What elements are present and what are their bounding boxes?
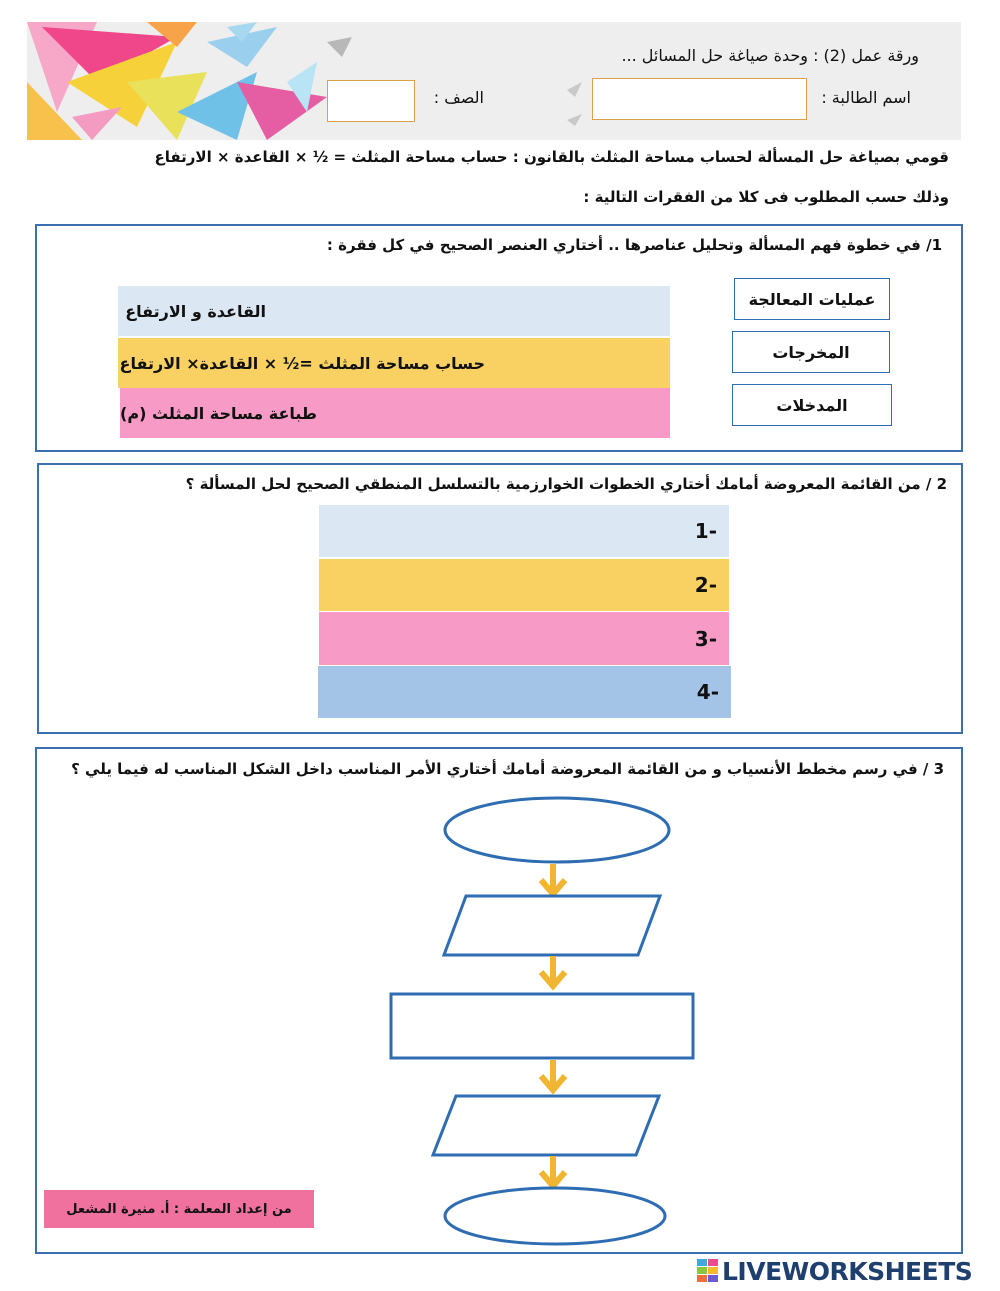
option-print-area[interactable] <box>120 388 670 438</box>
intro-line-2: وذلك حسب المطلوب فى كلا من الفقرات التالية : <box>583 188 949 206</box>
option-text: حساب مساحة المثلث =½ × القاعدة× الارتفاع <box>119 353 485 373</box>
flowchart-end-oval[interactable] <box>445 1188 665 1244</box>
label-inputs[interactable]: المدخلات <box>732 384 892 426</box>
brand-icon <box>697 1259 719 1283</box>
step-slot-2[interactable] <box>319 559 729 611</box>
worksheet-title: ورقة عمل (2) : وحدة صياغة حل المسائل ... <box>621 46 919 65</box>
flow-arrow-1 <box>541 864 565 894</box>
flow-arrow-2 <box>541 956 565 986</box>
flowchart-input-parallelogram[interactable] <box>444 896 660 955</box>
option-text: القاعدة و الارتفاع <box>125 301 266 321</box>
flowchart <box>380 790 710 1250</box>
step-slot-1[interactable] <box>319 505 729 557</box>
brand-logo <box>697 1256 997 1286</box>
step-number: -4 <box>696 680 719 704</box>
label-processing[interactable]: عمليات المعالجة <box>734 278 890 320</box>
student-name-label: اسم الطالبة : <box>821 88 911 107</box>
decorative-triangles <box>27 22 961 140</box>
header-banner <box>27 22 961 140</box>
step-slot-4[interactable] <box>318 666 731 718</box>
flowchart-process-rectangle[interactable] <box>391 994 693 1058</box>
flowchart-start-oval[interactable] <box>445 798 669 862</box>
question-1-title: 1/ في خطوة فهم المسألة وتحليل عناصرها .. أختاري العنصر الصحيح في كل فقرة : <box>326 236 942 254</box>
flow-arrow-4 <box>541 1156 565 1186</box>
author-text: من إعداد المعلمة : أ. منيرة المشعل <box>66 1201 292 1217</box>
author-tag <box>44 1190 314 1228</box>
option-area-formula[interactable] <box>118 338 670 388</box>
option-text: طباعة مساحة المثلث (م) <box>120 403 317 423</box>
label-outputs[interactable]: المخرجات <box>732 331 890 373</box>
student-name-input[interactable] <box>592 78 807 120</box>
intro-line-1: قومي بصياغة حل المسألة لحساب مساحة المثلث بالقانون : حساب مساحة المثلث = ½ × القاعدة × الارتفاع <box>154 148 949 166</box>
class-label: الصف : <box>433 88 484 107</box>
brand-name: LIVEWORKSHEETS <box>722 1256 973 1286</box>
flowchart-output-parallelogram[interactable] <box>433 1096 659 1155</box>
option-base-height[interactable] <box>118 286 670 336</box>
step-number: -2 <box>694 573 717 597</box>
step-number: -1 <box>694 519 717 543</box>
question-3-title: 3 / في رسم مخطط الأنسياب و من القائمة المعروضة أمامك أختاري الأمر المناسب داخل الشكل المناسب له فيما يلي ؟ <box>71 760 944 778</box>
class-input[interactable] <box>327 80 415 122</box>
flow-arrow-3 <box>541 1060 565 1090</box>
step-number: -3 <box>694 626 717 651</box>
question-2-title: 2 / من القائمة المعروضة أمامك أختاري الخطوات الخوارزمية بالتسلسل المنطقي الصحيح لحل المسألة ؟ <box>185 475 947 493</box>
step-slot-3[interactable] <box>319 612 729 665</box>
